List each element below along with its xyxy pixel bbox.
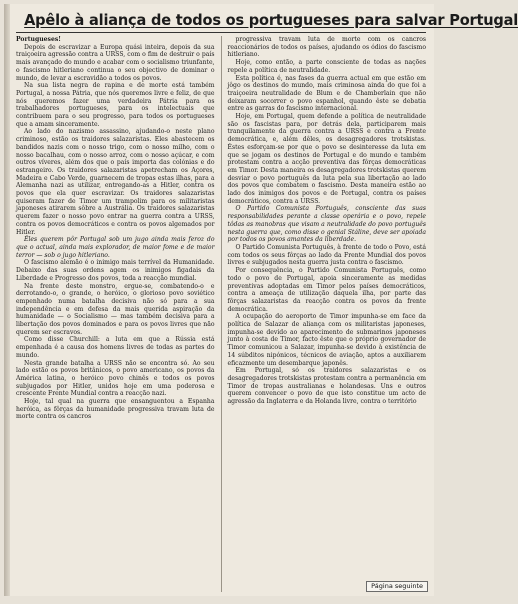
paragraph: Hoje, em Portugal, quem defende a política de neutralidade são os fascistas para, por detrás dela, participarem mais tranquilamente da guerra contra a URSS e contra a Frente democrática, e, além dêles, os desagregadores trotskistas. Êstes esforçam-se por que o povo se desinteresse da luta em que se jogam os destinos de Portugal e do mundo e também protestam contra a acção preventiva das fôrças democráticas em Timor. Desta maneira os desagregadores trotskistas querem desviar o povo português da luta pela sua libertação ao lado dos povos que combatem o fascismo. Desta maneira estão ao lado dos inimigos dos povos e de Portugal, contra os países democráticos, contra a URSS. xyxy=(227,113,426,205)
paragraph: Portugueses! xyxy=(16,36,61,43)
paragraph: Como disse Churchill: a luta em que a Rússia está empenhada é a causa dos homens livres de todas as partes do mundo. xyxy=(16,336,215,359)
paragraph: Depois de escravizar a Europa quási inteira, depois da sua traiçoeira agressão contra a URSS, com o fim de destruir o país mais avançado do mundo e acabar com o socialismo triunfante, o fascismo hitleriano continua o seu objectivo de dominar o mundo, de levar a escravidão a todos os povos. xyxy=(16,43,215,82)
paragraph: Em Portugal, só os traidores salazaristas e os desagregadores trotskistas protestam contra a permanência em Timor de tropas australianas e holandesas. Uns e outros querem convencer o povo de que isto constitue um acto de agressão da Inglaterra e da Holanda livre, contra o território xyxy=(227,367,426,406)
page-edge-shadow xyxy=(4,4,10,596)
text-column-right xyxy=(228,36,427,592)
paragraph: Êles querem pôr Portugal sob um jugo ainda mais feroz do que o actual, ainda mais explorador, de maior fome e de maior terror — sob o jugo hitleriano. xyxy=(16,236,215,259)
paragraph: Esta política é, nas fases da guerra actual em que estão em jôgo os destinos do mundo, mais criminosa ainda do que foi a traiçoeira neutralidade de Blum e de Chamberlain que não deixaram socorrer o povo espanhol, quando êste se debatia entre as garras do fascismo internacional. xyxy=(227,74,426,113)
paragraph: Na sua lista negra de rapina e de morte está também Portugal, a nossa Pátria, que nós queremos livre e feliz, de que nós queremos fazer uma verdadeira Pátria para os trabalhadores portugueses, para os intelectuais que contribuem para o seu progresso, para todos os portugueses que a amam sinceramente. xyxy=(16,82,215,128)
paragraph: Nesta grande batalha a URSS não se encontra só. Ao seu lado estão os povos britânicos, o povo americano, os povos da América latina, o heróico povo chinês e todos os povos subjugados por Hitler, unidos hoje em uma poderosa e crescente Frente Mundial contra a reacção nazi. xyxy=(16,359,215,398)
paragraph: Por consequência, o Partido Comunista Português, como todo o povo de Portugal, apoia sinceramente as medidas preventivas adoptadas em Timor pelos países democráticos, contra a ameaça de utilização daquela ilha, por parte das fôrças salazaristas da reacção contra os povos da frente democrática. xyxy=(227,267,426,313)
paragraph: Na frente deste monstro, ergue-se, combatendo-o e derrotando-o, o grande, o heróico, o glorioso povo soviético empenhado numa batalha decisiva não só para a sua independência e em defesa da mais querida aspiração da humanidade — o Socialismo — mas também decisiva para a libertação dos povos dominados e para os povos livres que não querem ser escravos. xyxy=(16,282,215,336)
document-page xyxy=(4,4,518,596)
paragraph: progressiva travam luta de morte com os cancros reaccionários de todos os países, ajudando os ódios do fascismo hitleriano. xyxy=(227,36,426,59)
paragraph: Ao lado do nazismo assassino, ajudando-o neste plano criminoso, estão os traidores salazaristas. Eles abastecem os bandidos nazis com o nosso trigo, com o nosso milho, com o nosso bacalhau, com o nosso arroz, com o nosso açúcar, e com outros víveres, além dos que o país importa das colónias e do estrangeiro. Os traidores salazaristas apetrecham os Açores, Madeira e Cabo Verde, guarnecem de tropas estas ilhas, para a Alemanha nazi as utilizar, entregando-as a Hitler, contra os povos que ela quer escravizar. Os traidores salazaristas quiseram fazer de Timor um trampolim para os militaristas japoneses atirarem sôbre a Austrália. Os traidores salazaristas querem fazer o nosso povo entrar na guerra contra a URSS, contra os povos democráticos e contra os povos algemados por Hitler. xyxy=(16,128,215,236)
column-divider xyxy=(221,36,222,592)
paragraph: O Partido Comunista Português, à frente de todo o Povo, está com todos os seus fôrças ao lado da Frente Mundial dos povos livres e subjugados nesta guerra justa contra o fascismo. xyxy=(227,243,426,267)
text-column-left xyxy=(16,36,215,592)
text-columns xyxy=(16,36,426,592)
paragraph: A ocupação do aeroporto de Timor impunha-se em face da política de Salazar de aliança com os militaristas japoneses, impunha-se devido ao aparecimento de submarinos japoneses junto à costa de Timor, facto êste que o próprio governador de Timor comunicou a Salazar, impunha-se devido à existência de 14 súbditos nipónicos, técnicos de aviação, aptos a auxiliarem eficazmente um desembarque japonês. xyxy=(227,313,426,367)
headline-rule xyxy=(16,32,426,33)
paragraph: O fascismo alemão é o inimigo mais terrível da Humanidade. Debaixo das suas ordens agem os inimigos figadais da Liberdade e Progresso dos povos, toda a reacção mundial. xyxy=(16,259,215,282)
paragraph: O Partido Comunista Português, consciente das suas responsabilidades perante a classe operária e o povo, repele tôdas as manobras que visam a neutralidade do povo português nesta guerra que, como disse o genial Stáline, deve ser apoiada por todos os povos amantes da liberdade. xyxy=(227,205,426,244)
paragraph: Hoje, tal qual na guerra que ensanguentou a Espanha heróica, as fôrças da humanidade progressiva travam luta de morte contra os cancros xyxy=(16,398,215,421)
headline: Apêlo à aliança de todos os portugueses para salvar Portugal xyxy=(24,11,518,29)
paragraph: Hoje, como então, a parte consciente de todas as nações repele a política de neutralidade. xyxy=(227,59,426,74)
next-page-button[interactable]: Página seguinte xyxy=(366,581,428,592)
